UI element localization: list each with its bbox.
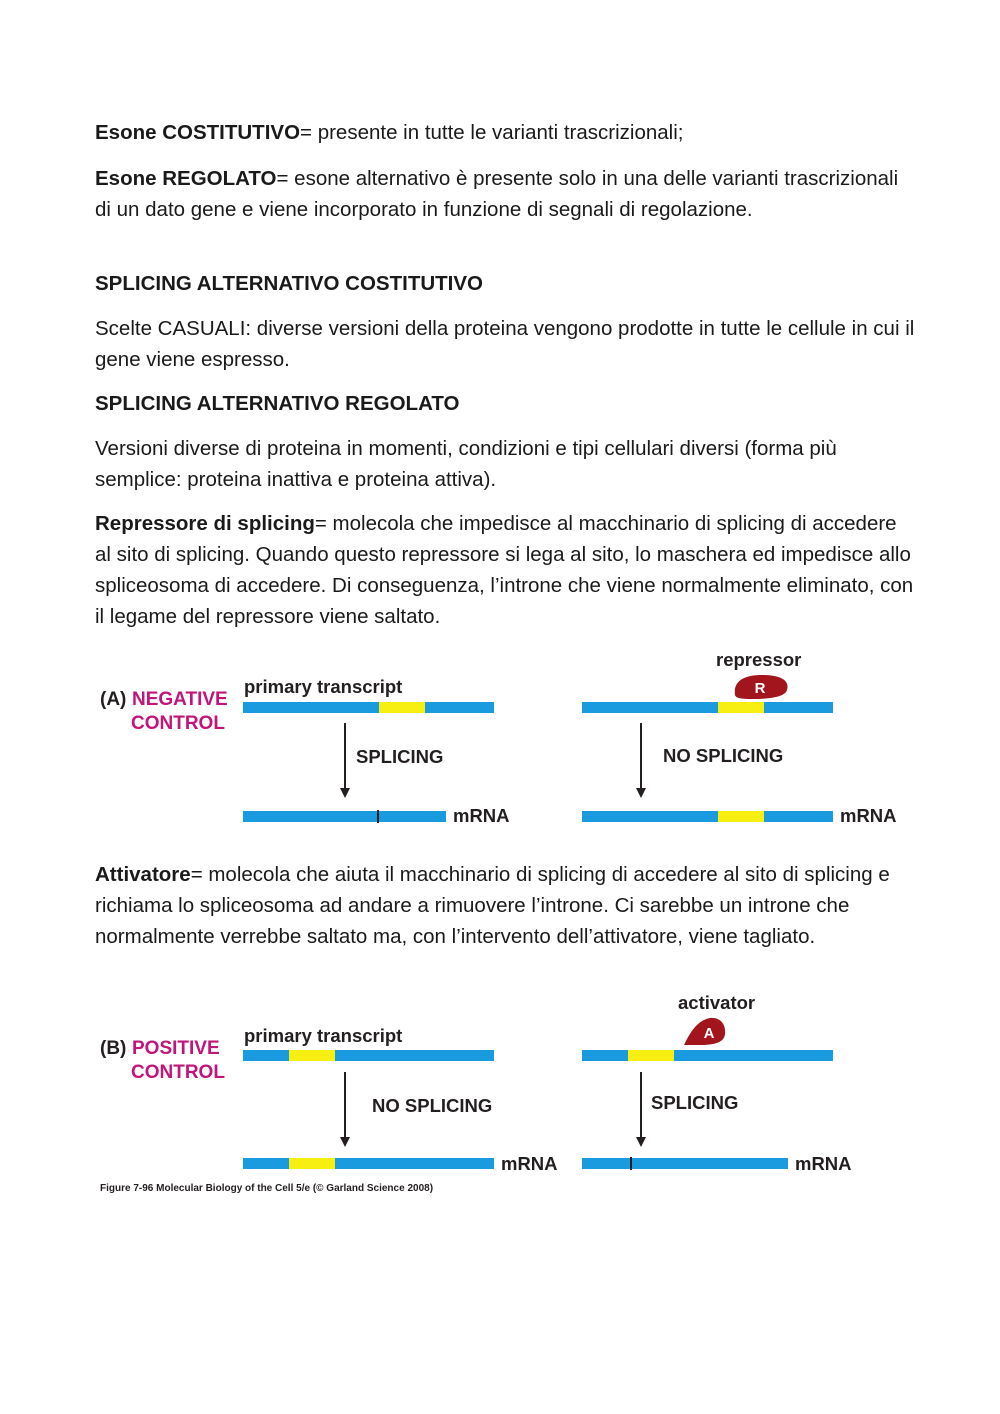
panel-letter-a: (A)	[100, 689, 127, 710]
control-label-b: CONTROL	[131, 1062, 225, 1083]
exon-2	[764, 811, 833, 822]
term-splicing-repressor: Repressore di splicing	[95, 512, 315, 535]
primary-transcript-a-left	[243, 702, 494, 713]
negative-label: NEGATIVE	[132, 689, 228, 710]
intron	[628, 1050, 674, 1061]
exon-2	[674, 1050, 833, 1061]
definition-splicing-repressor: = molecola che impedisce al macchinario di splicing di accedere al sito di splicing. Quando questo repressore si lega al sito, lo maschera ed impedisce allo spliceosoma di accedere. Di conseguenza, l’introne che viene normalmente eliminato, con il legame del repressore viene saltato.	[95, 512, 914, 628]
exon-2	[764, 702, 833, 713]
figure-positive-control	[0, 988, 1000, 1200]
paragraph-splicing-repressor	[95, 508, 915, 632]
exon-2	[335, 1050, 494, 1061]
repressor-letter: R	[754, 680, 766, 697]
primary-transcript-b-left	[243, 1050, 494, 1061]
splicing-label-b: SPLICING	[651, 1092, 739, 1113]
primary-transcript-label-a: primary transcript	[244, 676, 403, 697]
activator-protein	[684, 1018, 725, 1045]
panel-letter-b: (B)	[100, 1038, 127, 1059]
mrna-label-b-right: mRNA	[795, 1153, 852, 1174]
paragraph-different-versions: Versioni diverse di proteina in momenti, condizioni e tipi cellulari diversi (forma più semplice: proteina inattiva e proteina attiva).	[95, 437, 837, 491]
definition-activator: = molecola che aiuta il macchinario di splicing di accedere al sito di splicing e richiama lo spliceosoma ad andare a rimuovere l’introne. Ci sarebbe un introne che normalmente verrebbe saltato ma, con l’intervento dell’attivatore, viene tagliato.	[95, 863, 890, 948]
activator-letter: A	[703, 1025, 715, 1042]
heading-constitutive-splicing: SPLICING ALTERNATIVO COSTITUTIVO	[95, 272, 483, 295]
intron	[718, 702, 764, 713]
repressor-label: repressor	[716, 649, 802, 670]
down-arrow-a-right	[636, 723, 646, 798]
retained-intron	[718, 811, 764, 822]
down-arrow-a-left	[340, 723, 350, 798]
paragraph-activator	[95, 859, 915, 952]
mrna-b-left	[243, 1158, 494, 1169]
term-regulated-exon: Esone REGOLATO	[95, 167, 277, 190]
down-arrow-b-right	[636, 1072, 646, 1147]
repressor-protein	[735, 675, 788, 699]
primary-transcript-b-right	[582, 1050, 833, 1061]
exon-2	[335, 1158, 494, 1169]
definition-constitutive-exon: = presente in tutte le varianti trascrizionali;	[300, 121, 684, 144]
mrna-label-b-left: mRNA	[501, 1153, 558, 1174]
exon-1	[582, 1050, 628, 1061]
splicing-label-a: SPLICING	[356, 746, 444, 767]
mrna-a-right	[582, 811, 833, 822]
spliced-exons	[582, 1158, 788, 1169]
retained-intron	[289, 1158, 335, 1169]
exon-1	[243, 702, 379, 713]
no-splicing-label-b: NO SPLICING	[372, 1095, 493, 1116]
figure-negative-control	[0, 645, 1000, 835]
paragraph-random-choices: Scelte CASUALI: diverse versioni della proteina vengono prodotte in tutte le cellule in cui il gene viene espresso.	[95, 317, 915, 371]
definition-regulated-exon: = esone alternativo è presente solo in una delle varianti trascrizionali di un dato gene e viene incorporato in funzione di segnali di regolazione.	[95, 167, 899, 221]
primary-transcript-a-right	[582, 702, 833, 713]
paragraph-regulated-exon	[95, 163, 915, 225]
paragraph-constitutive-exon	[95, 117, 915, 148]
mrna-label-a-right: mRNA	[840, 805, 897, 826]
exon-1	[243, 1158, 289, 1169]
intron	[289, 1050, 335, 1061]
down-arrow-b-left	[340, 1072, 350, 1147]
figure-caption: Figure 7-96 Molecular Biology of the Cell 5/e (© Garland Science 2008)	[100, 1183, 434, 1194]
exon-1	[582, 811, 718, 822]
mrna-label-a-left: mRNA	[453, 805, 510, 826]
primary-transcript-label-b: primary transcript	[244, 1025, 403, 1046]
positive-label: POSITIVE	[132, 1038, 220, 1059]
exon-2	[425, 702, 494, 713]
term-constitutive-exon: Esone COSTITUTIVO	[95, 121, 301, 144]
term-activator: Attivatore	[95, 863, 191, 886]
heading-regulated-splicing: SPLICING ALTERNATIVO REGOLATO	[95, 392, 460, 415]
control-label-a: CONTROL	[131, 713, 225, 734]
spliced-exons	[243, 811, 446, 822]
exon-junction	[630, 1157, 632, 1170]
exon-junction	[377, 810, 379, 823]
no-splicing-label-a: NO SPLICING	[663, 745, 784, 766]
mrna-a-left	[243, 810, 446, 823]
exon-1	[243, 1050, 289, 1061]
exon-1	[582, 702, 718, 713]
activator-label: activator	[678, 992, 756, 1013]
mrna-b-right	[582, 1157, 788, 1170]
intron	[379, 702, 425, 713]
